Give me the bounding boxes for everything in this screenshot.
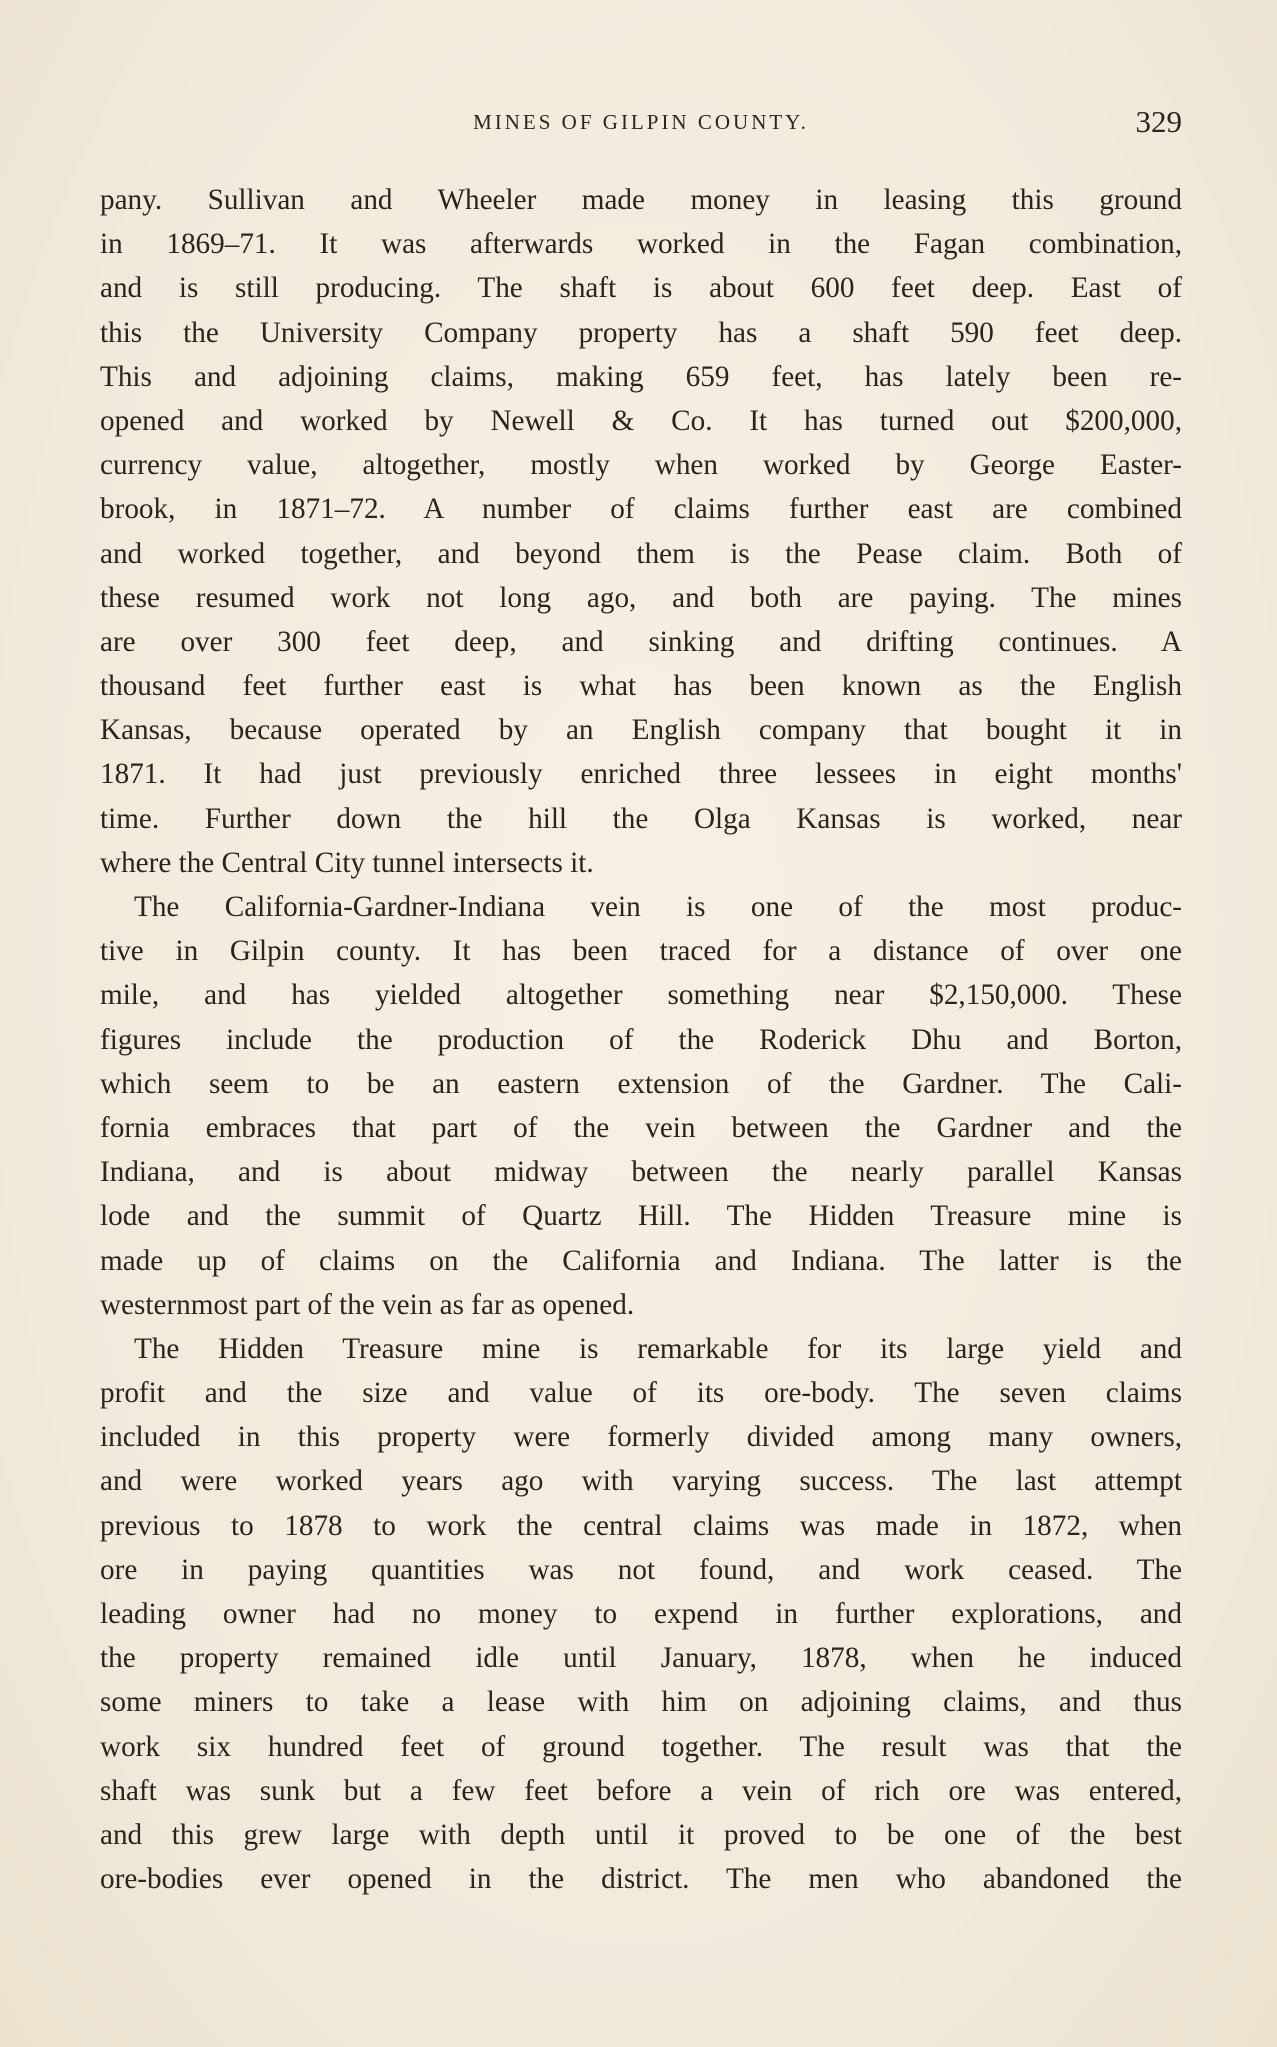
text-line: currency value, altogether, mostly when worked by George Easter- bbox=[100, 449, 1182, 482]
text-line: ore in paying quantities was not found, and work ceased. The bbox=[100, 1553, 1182, 1586]
text-line: The California-Gardner-Indiana vein is one of the most produc- bbox=[134, 891, 1182, 923]
text-line: figures include the production of the Roderick Dhu and Borton, bbox=[100, 1023, 1182, 1056]
text-line: previous to 1878 to work the central claims was made in 1872, when bbox=[100, 1509, 1182, 1542]
text-line: this the University Company property has a shaft 590 feet deep. bbox=[100, 316, 1182, 349]
text-line: the property remained idle until January, 1878, when he induced bbox=[100, 1642, 1182, 1675]
text-line: work six hundred feet of ground together. The result was that the bbox=[100, 1730, 1182, 1763]
text-line: ore-bodies ever opened in the district. The men who abandoned the bbox=[100, 1863, 1182, 1896]
text-line: westernmost part of the vein as far as opened. bbox=[100, 1288, 635, 1321]
page-number: 329 bbox=[1135, 104, 1182, 139]
text-line: profit and the size and value of its ore-body. The seven claims bbox=[100, 1377, 1182, 1410]
text-line: shaft was sunk but a few feet before a vein of rich ore was entered, bbox=[100, 1774, 1182, 1807]
text-line: some miners to take a lease with him on adjoining claims, and thus bbox=[100, 1686, 1182, 1719]
text-line: lode and the summit of Quartz Hill. The Hidden Treasure mine is bbox=[100, 1200, 1182, 1233]
running-head bbox=[100, 102, 1182, 142]
text-line: and were worked years ago with varying success. The last attempt bbox=[100, 1465, 1182, 1498]
text-line: thousand feet further east is what has been known as the English bbox=[100, 670, 1182, 703]
text-line: brook, in 1871–72. A number of claims further east are combined bbox=[100, 493, 1182, 526]
text-line: tive in Gilpin county. It has been traced for a distance of over one bbox=[100, 935, 1182, 968]
text-line: and is still producing. The shaft is about 600 feet deep. East of bbox=[100, 272, 1182, 305]
text-line: leading owner had no money to expend in further explorations, and bbox=[100, 1598, 1182, 1630]
text-line: and this grew large with depth until it proved to be one of the best bbox=[100, 1818, 1182, 1851]
text-line: mile, and has yielded altogether something near $2,150,000. These bbox=[100, 979, 1182, 1012]
text-line: are over 300 feet deep, and sinking and drifting continues. A bbox=[100, 625, 1182, 658]
text-line: The Hidden Treasure mine is remarkable for its large yield and bbox=[134, 1332, 1182, 1365]
paragraph-3 bbox=[100, 1327, 1182, 1901]
body-text bbox=[100, 178, 1182, 1901]
text-line: pany. Sullivan and Wheeler made money in leasing this ground bbox=[100, 184, 1182, 216]
text-line: which seem to be an eastern extension of the Gardner. The Cali- bbox=[100, 1067, 1182, 1100]
paragraph-1 bbox=[100, 178, 1182, 885]
text-line: Kansas, because operated by an English company that bought it in bbox=[100, 714, 1182, 747]
text-line: in 1869–71. It was afterwards worked in the Fagan combination, bbox=[100, 228, 1182, 261]
text-line: fornia embraces that part of the vein between the Gardner and the bbox=[100, 1111, 1182, 1144]
text-line: time. Further down the hill the Olga Kansas is worked, near bbox=[100, 802, 1182, 835]
text-line: This and adjoining claims, making 659 feet, has lately been re- bbox=[100, 360, 1182, 393]
text-line: these resumed work not long ago, and both are paying. The mines bbox=[100, 581, 1182, 614]
text-line: opened and worked by Newell & Co. It has turned out $200,000, bbox=[100, 404, 1182, 437]
text-line: made up of claims on the California and Indiana. The latter is the bbox=[100, 1244, 1182, 1277]
text-line: and worked together, and beyond them is the Pease claim. Both of bbox=[100, 537, 1182, 570]
text-line: where the Central City tunnel intersects it. bbox=[100, 846, 594, 879]
text-line: included in this property were formerly divided among many owners, bbox=[100, 1421, 1182, 1454]
text-line: Indiana, and is about midway between the nearly parallel Kansas bbox=[100, 1156, 1182, 1189]
paragraph-2 bbox=[100, 885, 1182, 1327]
text-line: 1871. It had just previously enriched three lessees in eight months' bbox=[100, 758, 1182, 791]
running-title: MINES OF GILPIN COUNTY. bbox=[473, 110, 809, 134]
